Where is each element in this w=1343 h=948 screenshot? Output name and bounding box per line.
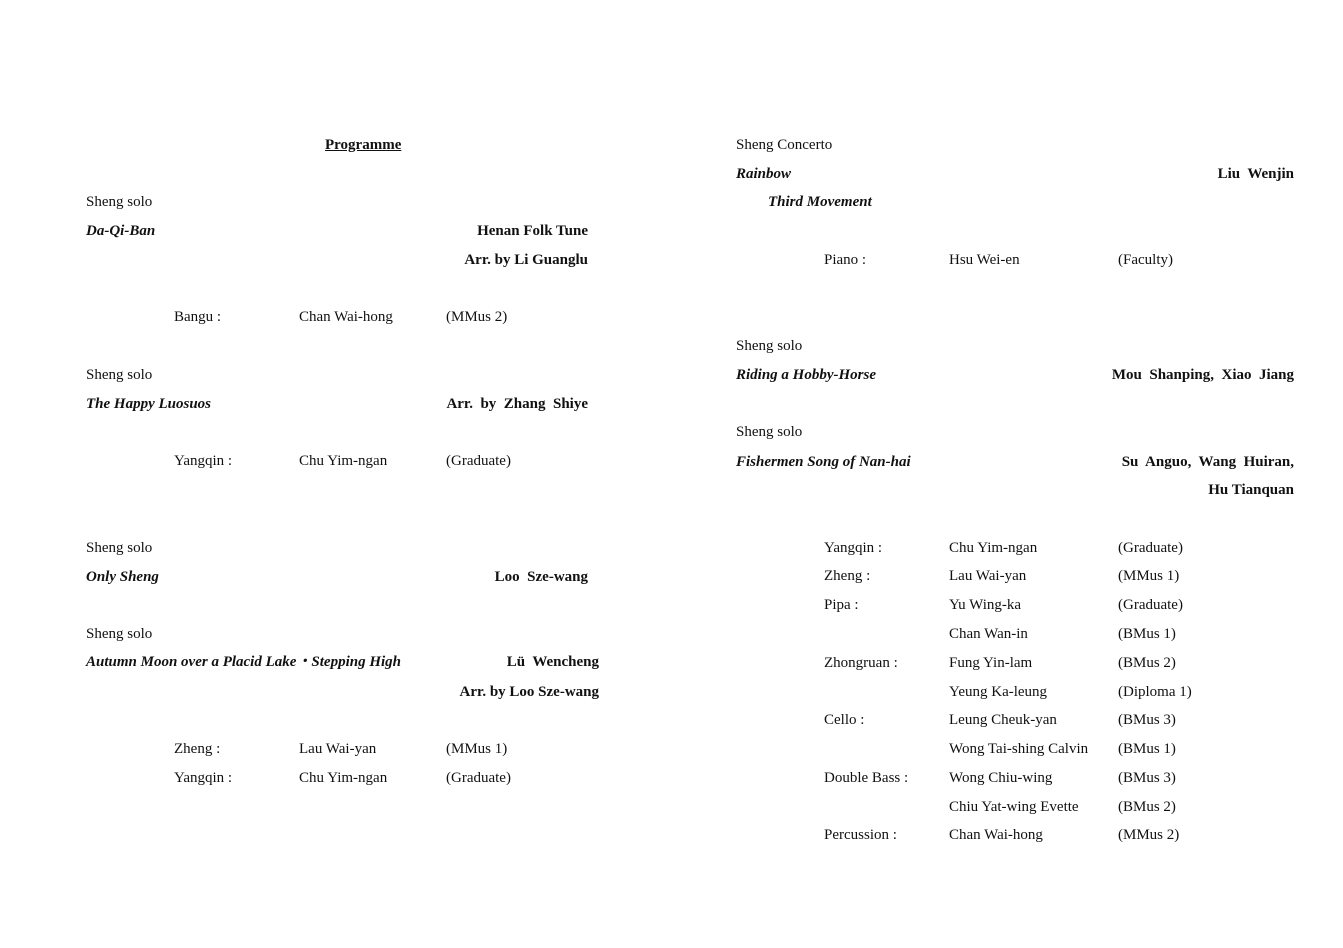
performer-instrument: Pipa :: [824, 597, 859, 613]
performer-name: Chu Yim-ngan: [949, 540, 1038, 556]
piece-movement: Third Movement: [768, 194, 872, 210]
performer-name: Leung Cheuk-yan: [949, 712, 1057, 728]
performer-level: (BMus 3): [1118, 712, 1176, 728]
performer-level: (BMus 2): [1118, 799, 1176, 815]
performer-level: (MMus 1): [1118, 568, 1180, 584]
performer-instrument: Zheng :: [824, 568, 871, 584]
piece-composer: Liu Wenjin: [1217, 166, 1294, 182]
piece-title: Riding a Hobby-Horse: [736, 367, 877, 383]
performer-instrument: Cello :: [824, 712, 865, 728]
performer-level: (BMus 3): [1118, 770, 1176, 786]
piece-title: Only Sheng: [86, 569, 159, 585]
performer-name: Hsu Wei-en: [949, 252, 1020, 268]
performer-level: (MMus 2): [1118, 827, 1180, 843]
page-title: Programme: [325, 137, 402, 153]
piece-composer: Henan Folk Tune: [477, 223, 588, 239]
performer-name: Chan Wan-in: [949, 626, 1028, 642]
performer-level: (BMus 1): [1118, 626, 1176, 642]
piece-title: Da-Qi-Ban: [86, 223, 156, 239]
performer-instrument: Bangu :: [174, 309, 222, 325]
performer-name: Chu Yim-ngan: [299, 770, 388, 786]
performer-level: (Graduate): [1118, 597, 1183, 613]
performer-level: (BMus 1): [1118, 741, 1176, 757]
performer-instrument: Zhongruan :: [824, 655, 898, 671]
performer-instrument: Yangqin :: [174, 770, 233, 786]
performer-instrument: Yangqin :: [174, 453, 233, 469]
piece-composer: Arr. by Zhang Shiye: [446, 396, 588, 412]
piece-category: Sheng Concerto: [736, 137, 833, 153]
performer-level: (Faculty): [1118, 252, 1173, 268]
performer-level: (Graduate): [1118, 540, 1183, 556]
performer-name: Chan Wai-hong: [949, 827, 1043, 843]
piece-composer: Mou Shanping, Xiao Jiang: [1111, 367, 1294, 383]
performer-level: (Graduate): [446, 453, 511, 469]
performer-name: Chan Wai-hong: [299, 309, 393, 325]
performer-level: (MMus 2): [446, 309, 508, 325]
performer-instrument: Yangqin :: [824, 540, 883, 556]
piece-title: Fishermen Song of Nan-hai: [736, 454, 911, 470]
performer-level: (MMus 1): [446, 741, 508, 757]
piece-category: Sheng solo: [86, 540, 153, 556]
performer-instrument: Percussion :: [824, 827, 897, 843]
piece-arranger: Arr. by Li Guanglu: [464, 252, 588, 268]
performer-name: Chiu Yat-wing Evette: [949, 799, 1079, 815]
performer-name: Wong Tai-shing Calvin: [949, 741, 1089, 757]
piece-composer-continued: Hu Tianquan: [1208, 482, 1294, 498]
performer-name: Chu Yim-ngan: [299, 453, 388, 469]
piece-category: Sheng solo: [736, 424, 803, 440]
performer-level: (BMus 2): [1118, 655, 1176, 671]
piece-composer: Lü Wencheng: [506, 654, 599, 670]
performer-instrument: Piano :: [824, 252, 867, 268]
performer-level: (Diploma 1): [1118, 684, 1192, 700]
piece-category: Sheng solo: [86, 194, 153, 210]
piece-category: Sheng solo: [86, 367, 153, 383]
piece-composer: Su Anguo, Wang Huiran,: [1121, 454, 1294, 470]
performer-name: Wong Chiu-wing: [949, 770, 1053, 786]
performer-level: (Graduate): [446, 770, 511, 786]
performer-name: Lau Wai-yan: [949, 568, 1027, 584]
piece-title: The Happy Luosuos: [86, 396, 212, 412]
performer-name: Yu Wing-ka: [949, 597, 1022, 613]
performer-name: Fung Yin-lam: [949, 655, 1033, 671]
piece-title: Rainbow: [736, 166, 792, 182]
performer-instrument: Zheng :: [174, 741, 221, 757]
piece-category: Sheng solo: [86, 626, 153, 642]
performer-name: Lau Wai-yan: [299, 741, 377, 757]
piece-arranger: Arr. by Loo Sze-wang: [459, 684, 599, 700]
piece-composer: Loo Sze-wang: [494, 569, 588, 585]
performer-instrument: Double Bass :: [824, 770, 909, 786]
piece-title: Autumn Moon over a Placid Lake・Stepping High: [86, 654, 402, 670]
performer-name: Yeung Ka-leung: [949, 684, 1048, 700]
piece-category: Sheng solo: [736, 338, 803, 354]
